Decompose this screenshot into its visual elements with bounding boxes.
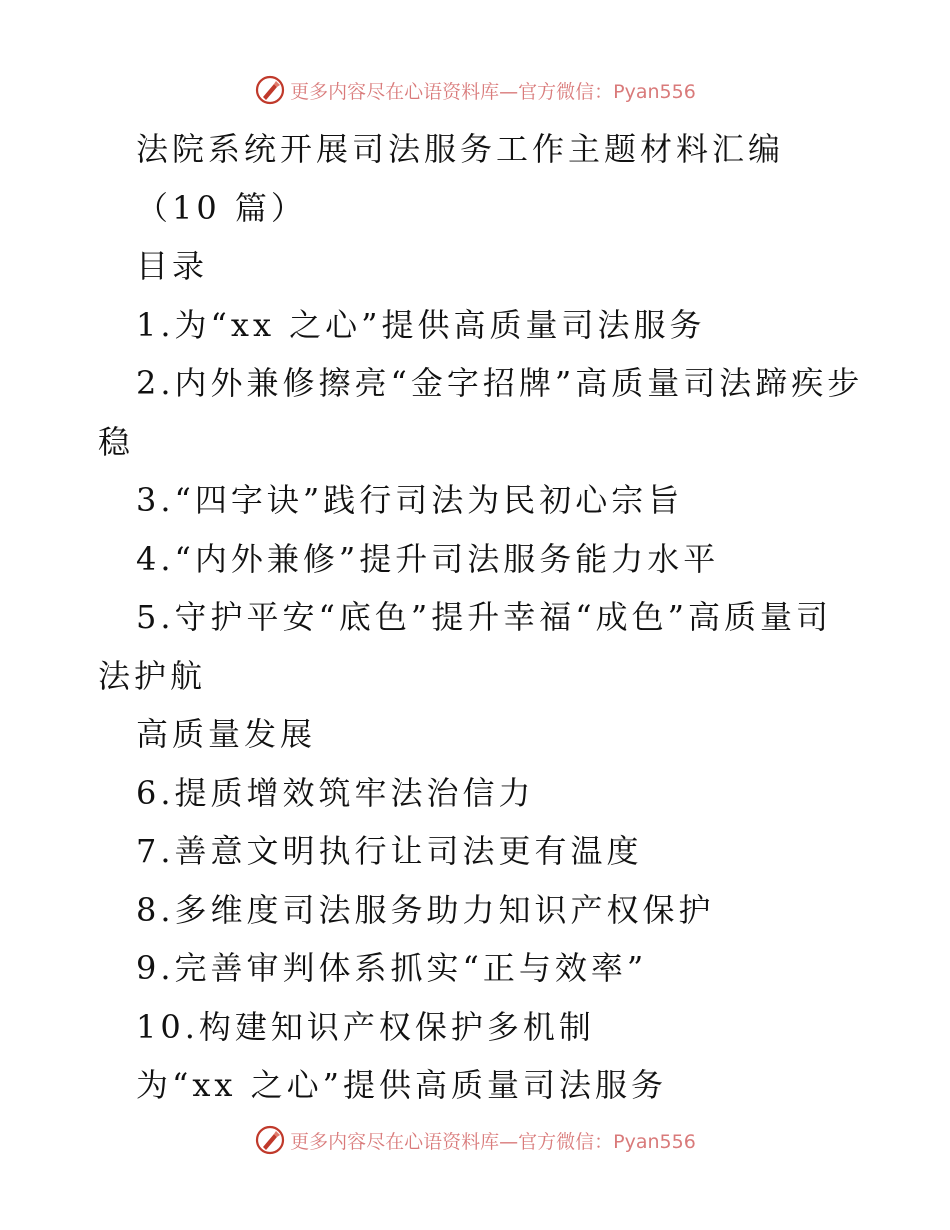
document-body bbox=[98, 120, 864, 1115]
header-banner bbox=[0, 70, 950, 110]
toc-item: 3.“四字诀”践行司法为民初心宗旨 bbox=[136, 481, 684, 519]
pen-logo-icon bbox=[254, 1124, 286, 1156]
section-title: 为“xx 之心”提供高质量司法服务 bbox=[136, 1066, 667, 1104]
toc-item: 6.提质增效筑牢法治信力 bbox=[136, 773, 535, 812]
toc-item: 5.守护平安“底色”提升幸福“成色”高质量司 bbox=[136, 598, 832, 636]
toc-item: 8.多维度司法服务助力知识产权保护 bbox=[136, 890, 715, 929]
banner-text: 更多内容尽在心语资料库—官方微信：Pyan556 bbox=[290, 80, 696, 103]
toc-item: 10.构建知识产权保护多机制 bbox=[136, 1007, 595, 1046]
toc-item: 7.善意文明执行让司法更有温度 bbox=[136, 832, 643, 870]
toc-item: 9.完善审判体系抓实“正与效率” bbox=[136, 949, 648, 987]
document-subtitle: （10 篇） bbox=[136, 188, 307, 227]
toc-item: 2.内外兼修擦亮“金字招牌”高质量司法蹄疾步 bbox=[136, 364, 864, 402]
toc-item-continuation: 稳 bbox=[98, 422, 135, 461]
toc-item: 4.“内外兼修”提升司法服务能力水平 bbox=[136, 539, 720, 578]
footer-banner bbox=[0, 1120, 950, 1160]
toc-item: 高质量发展 bbox=[136, 715, 317, 753]
toc-item: 1.为“xx 之心”提供高质量司法服务 bbox=[136, 305, 706, 344]
document-title: 法院系统开展司法服务工作主题材料汇编 bbox=[136, 130, 785, 168]
toc-item-continuation: 法护航 bbox=[98, 656, 207, 695]
banner-text: 更多内容尽在心语资料库—官方微信：Pyan556 bbox=[290, 1130, 696, 1153]
toc-heading: 目录 bbox=[136, 247, 209, 285]
pen-logo-icon bbox=[254, 74, 286, 106]
